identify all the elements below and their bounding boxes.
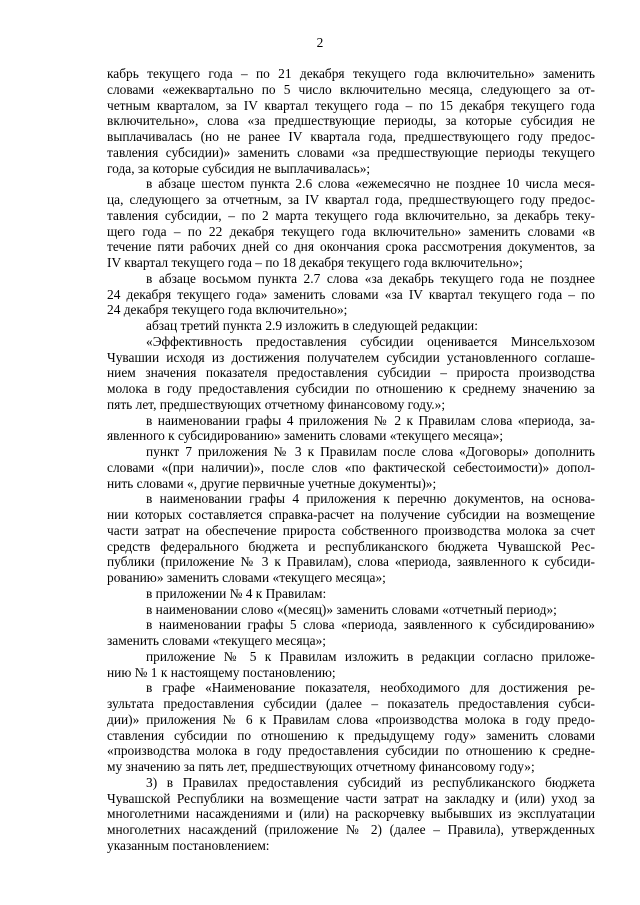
text-line: средств федерального бюджета и республиканского бюджета Чувашской Рес- (107, 538, 595, 554)
text-line: дии)» приложения № 6 к Правилам слова «производства молока в году предо- (107, 711, 595, 727)
text-line: в графе «Наименование показателя, необходимого для достижения ре- (146, 680, 595, 696)
text-line: тавления субсидии, – по 2 марта текущего года включительно, за декабрь теку- (107, 207, 595, 223)
text-line: многолетних насаждений (приложение № 2) (далее – Правила), утвержденных (107, 822, 595, 837)
text-line: приложение № 5 к Правилам изложить в редакции согласно приложе- (146, 648, 595, 664)
page-number: 2 (316, 35, 324, 50)
text-line: Чувашии исходя из достижения получателем субсидии установленного соглаше- (107, 349, 595, 365)
text-line: молока в году предоставления субсидии по отношению к среднему значению за (107, 381, 595, 396)
text-line: словами «ежеквартально по 5 число включительно месяца, следующего за от- (107, 81, 595, 97)
text-line: нием значения показателя предоставления субсидии – прироста производства (107, 365, 595, 381)
text-line: года, за которые субсидия не выплачивалась»; (107, 160, 371, 176)
text-line: пять лет, предшествующих отчетному финансовому году.»; (107, 396, 446, 412)
text-line: 24 декабря текущего года включительно»; (107, 302, 348, 318)
text-line: течение пяти рабочих дней со дня окончания срока рассмотрения документов, за (107, 239, 595, 255)
text-line: в абзаце шестом пункта 2.6 слова «ежемесячно не позднее 10 числа меся- (146, 176, 595, 192)
text-line: рованию» заменить словами «текущего месяца»; (107, 570, 386, 585)
text-line: включительно», слова «за предшествующие периоды, за которые субсидия не (107, 113, 595, 129)
text-line: 3) в Правилах предоставления субсидий из республиканского бюджета (146, 774, 595, 790)
text-line: щего года – по 22 декабря текущего года включительно» заменить словами «в (107, 223, 595, 239)
text-line: в наименовании графы 4 приложения к перечню документов, на основа- (146, 491, 595, 507)
text-line: нию № 1 к настоящему постановлению; (107, 664, 336, 680)
text-line: ца, следующего за отчетным, за IV квартал года, предшествующего году предос- (107, 192, 595, 207)
text-line: Чувашской Республики на возмещение части затрат на закладку и (или) уход за (107, 790, 595, 806)
text-line: тавления субсидии)» заменить словами «за предшествующие периоды текущего (107, 144, 595, 160)
text-line: ставления субсидии по отношению к предыдущему году» заменить словами (107, 727, 595, 743)
text-line: абзац третий пункта 2.9 изложить в следующей редакции: (146, 318, 478, 333)
text-line: в приложении № 4 к Правилам: (146, 585, 327, 601)
text-line: нить словами «, другие первичные учетные документы)»; (107, 475, 437, 491)
text-line: публики (приложение № 3 к Правилам), слова «периода, заявленного к субсиди- (107, 554, 595, 570)
text-line: «производства молока в году предоставления субсидии по отношению к средне- (107, 743, 595, 759)
text-line: «Эффективность предоставления субсидии оценивается Минсельхозом (146, 333, 595, 349)
text-line: указанным постановлением: (107, 837, 270, 853)
text-line: му значению за пять лет, предшествующих отчетному финансовому году»; (107, 759, 535, 774)
text-line: 24 декабря текущего года» заменить словами «за IV квартал текущего года – по (107, 286, 595, 302)
text-line: пункт 7 приложения № 3 к Правилам после слова «Договоры» дополнить (146, 444, 595, 459)
text-line: заменить словами «текущего месяца»; (107, 633, 327, 648)
text-line: части затрат на обеспечение прироста собственного производства молока за счет (107, 522, 595, 538)
text-line: явленного к субсидированию» заменить словами «текущего месяца»; (107, 428, 504, 444)
text-line: в наименовании графы 5 слова «периода, заявленного к субсидированию» (146, 617, 595, 633)
text-line: выплачивалась (но не ранее IV квартала года, предшествующего году предос- (107, 129, 595, 144)
text-line: IV квартал текущего года – по 18 декабря текущего года включительно»; (107, 255, 523, 270)
document-body (107, 66, 595, 854)
text-line: четным кварталом, за IV квартал текущего года – по 15 декабря текущего года (107, 97, 595, 113)
text-line: многолетними насаждениями и (или) на раскорчевку выбывших из эксплуатации (107, 806, 595, 822)
text-line: в наименовании графы 4 приложения № 2 к Правилам слова «периода, за- (146, 412, 595, 428)
text-line: нии которых составляется справка-расчет на получение субсидии на возмещение (107, 507, 595, 522)
text-line: зультата предоставления субсидии (далее – показатель предоставления субси- (107, 696, 595, 711)
text-line: в абзаце восьмом пункта 2.7 слова «за декабрь текущего года не позднее (146, 270, 595, 286)
text-line: словами «(при наличии)», после слов «по фактической себестоимости)» допол- (107, 459, 595, 475)
text-line: в наименовании слово «(месяц)» заменить словами «отчетный период»; (146, 601, 557, 617)
text-line: кабрь текущего года – по 21 декабря текущего года включительно» заменить (107, 66, 595, 81)
